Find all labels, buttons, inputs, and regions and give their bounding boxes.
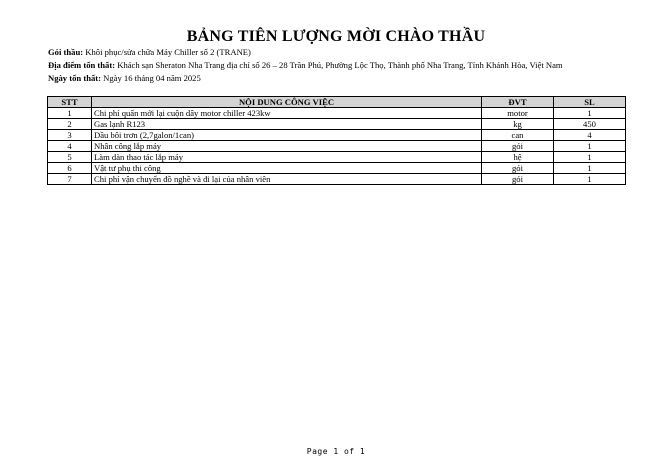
date-value: Ngày 16 tháng 04 năm 2025 xyxy=(103,73,201,83)
package-label: Gói thầu: xyxy=(48,47,84,57)
cell-stt: 4 xyxy=(48,141,92,152)
cell-quantity: 1 xyxy=(554,152,626,163)
header-content: NỘI DUNG CÔNG VIỆC xyxy=(92,97,482,108)
cell-stt: 5 xyxy=(48,152,92,163)
cell-unit: kg xyxy=(482,119,554,130)
cell-quantity: 1 xyxy=(554,163,626,174)
cell-stt: 1 xyxy=(48,108,92,119)
page-number: Page 1 of 1 xyxy=(306,447,366,456)
header-stt: STT xyxy=(48,97,92,108)
table-row xyxy=(48,119,626,130)
cell-content: Chi phí quấn mới lại cuộn dây motor chiller 423kw xyxy=(92,108,482,119)
table-row xyxy=(48,152,626,163)
cell-quantity: 1 xyxy=(554,108,626,119)
location-label: Địa điểm tổn thất: xyxy=(48,60,116,70)
cell-stt: 3 xyxy=(48,130,92,141)
cell-content: Làm dàn thao tác lắp máy xyxy=(92,152,482,163)
package-line xyxy=(48,47,251,57)
date-label: Ngày tổn thất: xyxy=(48,73,101,83)
cell-content: Nhân công lắp máy xyxy=(92,141,482,152)
cell-stt: 7 xyxy=(48,174,92,185)
cell-content: Chi phí vận chuyển đồ nghề và đi lại của nhân viên xyxy=(92,174,482,185)
cell-content: Gas lạnh R123 xyxy=(92,119,482,130)
location-value: Khách sạn Sheraton Nha Trang địa chỉ số 26 – 28 Trần Phú, Phường Lộc Thọ, Thành phố Nha Trang, Tỉnh Khánh Hòa, Việt Nam xyxy=(117,60,563,70)
table-row xyxy=(48,174,626,185)
work-items-table xyxy=(47,96,626,185)
cell-unit: can xyxy=(482,130,554,141)
cell-quantity: 1 xyxy=(554,141,626,152)
date-line xyxy=(48,73,201,83)
table-row xyxy=(48,163,626,174)
cell-unit: motor xyxy=(482,108,554,119)
cell-quantity: 1 xyxy=(554,174,626,185)
table-row xyxy=(48,141,626,152)
cell-quantity: 4 xyxy=(554,130,626,141)
cell-content: Dầu bôi trơn (2,7galon/1can) xyxy=(92,130,482,141)
table-row xyxy=(48,108,626,119)
header-unit: ĐVT xyxy=(482,97,554,108)
table-row xyxy=(48,130,626,141)
cell-unit: gói xyxy=(482,141,554,152)
table-header-row xyxy=(48,97,626,108)
cell-stt: 6 xyxy=(48,163,92,174)
cell-unit: gói xyxy=(482,163,554,174)
cell-unit: hệ xyxy=(482,152,554,163)
package-value: Khôi phục/sửa chữa Máy Chiller số 2 (TRANE) xyxy=(85,47,251,57)
header-quantity: SL xyxy=(554,97,626,108)
cell-stt: 2 xyxy=(48,119,92,130)
location-line xyxy=(48,60,563,70)
cell-quantity: 450 xyxy=(554,119,626,130)
cell-unit: gói xyxy=(482,174,554,185)
document-title: BẢNG TIÊN LƯỢNG MỜI CHÀO THẦU xyxy=(186,28,486,45)
cell-content: Vật tư phụ thi công xyxy=(92,163,482,174)
